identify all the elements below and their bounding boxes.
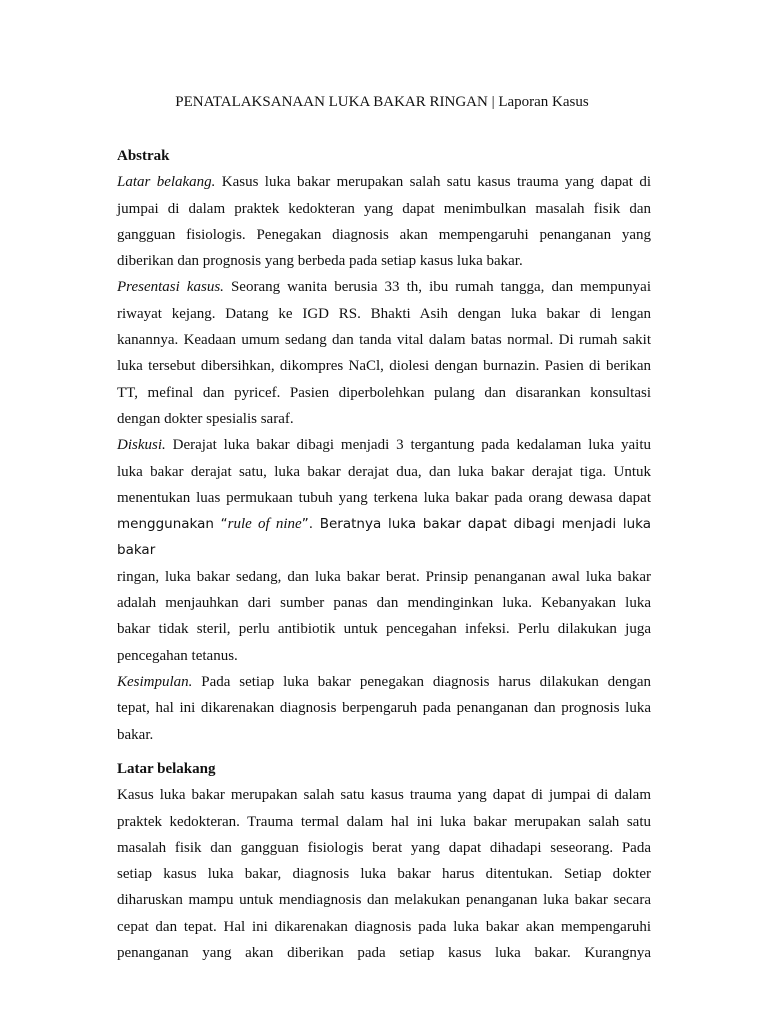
text-line: adalah menjauhkan dari sumber panas dan mendinginkan luka. Kebanyakan luka bbox=[117, 595, 651, 612]
text-line: jumpai di dalam praktek kedokteran yang dapat menimbulkan masalah fisik dan bbox=[117, 200, 651, 217]
presentasi-label: Presentasi kasus. bbox=[117, 279, 224, 296]
text-line: penanganan yang akan diberikan pada setiap kasus luka bakar. Kurangnya bbox=[117, 945, 651, 962]
text-line: pencegahan tetanus. bbox=[117, 647, 238, 664]
text-line: dengan dokter spesialis saraf. bbox=[117, 410, 294, 427]
document-title: PENATALAKSANAAN LUKA BAKAR RINGAN | Laporan Kasus bbox=[175, 94, 589, 110]
text-line: masalah fisik dan gangguan fisiologis berat yang dapat dihadapi seseorang. Pada bbox=[117, 839, 651, 856]
text-line: diberikan dan prognosis yang berbeda pada setiap kasus luka bakar. bbox=[117, 253, 523, 270]
text-line: praktek kedokteran. Trauma termal dalam hal ini luka bakar merupakan salah satu bbox=[117, 813, 651, 830]
abstract-section bbox=[117, 143, 651, 748]
text-line: luka tersebut dibersihkan, dikompres NaCl, diolesi dengan burnazin. Pasien di berikan bbox=[117, 358, 651, 375]
rule-of-nine-line bbox=[117, 511, 651, 564]
text-line: luka bakar derajat satu, luka bakar derajat dua, dan luka bakar derajat tiga. Untuk bbox=[117, 463, 651, 480]
text-fragment: ”. Beratnya luka bakar dapat dibagi menjadi luka bakar bbox=[117, 516, 651, 559]
text-line: bakar. bbox=[117, 726, 154, 743]
kesimpulan-label: Kesimpulan. bbox=[117, 673, 193, 690]
text-line: menentukan luas permukaan tubuh yang terkena luka bakar pada orang dewasa dapat bbox=[117, 489, 651, 506]
text-line: tepat, hal ini dikarenakan diagnosis berpengaruh pada penanganan dan prognosis luka bbox=[117, 700, 651, 717]
text-line: gangguan fisiologis. Penegakan diagnosis akan mempengaruhi penanganan yang bbox=[117, 226, 651, 243]
text-line: TT, mefinal dan pyricef. Pasien diperbolehkan pulang dan disarankan konsultasi bbox=[117, 384, 651, 401]
diskusi-label: Diskusi. bbox=[117, 437, 166, 454]
rule-of-nine-term: rule of nine bbox=[227, 516, 302, 533]
text-fragment: menggunakan “ bbox=[117, 516, 228, 533]
text-line: diharuskan mampu untuk mendiagnosis dan melakukan penanganan luka bakar secara bbox=[117, 892, 651, 909]
text-line: kanannya. Keadaan umum sedang dan tanda vital dalam batas normal. Di rumah sakit bbox=[117, 332, 651, 349]
latar-label: Latar belakang. bbox=[117, 174, 216, 191]
text-line: setiap kasus luka bakar, diagnosis luka bakar harus ditentukan. Setiap dokter bbox=[117, 866, 651, 883]
background-section bbox=[117, 756, 651, 966]
abstract-kesimpulan-paragraph bbox=[117, 669, 651, 748]
background-paragraph bbox=[117, 782, 651, 966]
text-line: ringan, luka bakar sedang, dan luka bakar berat. Prinsip penanganan awal luka bakar bbox=[117, 568, 651, 585]
abstract-latar-paragraph bbox=[117, 169, 651, 274]
text-line: riwayat kejang. Datang ke IGD RS. Bhakti Asih dengan luka bakar di lengan bbox=[117, 305, 651, 322]
text-line: Kasus luka bakar merupakan salah satu kasus trauma yang dapat di bbox=[215, 174, 651, 191]
text-line: Derajat luka bakar dibagi menjadi 3 tergantung pada kedalaman luka yaitu bbox=[165, 437, 651, 454]
text-line: Pada setiap luka bakar penegakan diagnosis harus dilakukan dengan bbox=[192, 673, 651, 690]
abstract-heading: Abstrak bbox=[117, 148, 170, 164]
abstract-presentasi-paragraph bbox=[117, 274, 651, 432]
text-line: Kasus luka bakar merupakan salah satu kasus trauma yang dapat di jumpai di dalam bbox=[117, 787, 651, 804]
text-line: Seorang wanita berusia 33 th, ibu rumah tangga, dan mempunyai bbox=[223, 279, 651, 296]
text-line: bakar tidak steril, perlu antibiotik untuk pencegahan infeksi. Perlu dilakukan juga bbox=[117, 621, 651, 638]
background-heading: Latar belakang bbox=[117, 761, 216, 777]
abstract-diskusi-paragraph bbox=[117, 432, 651, 669]
text-line: cepat dan tepat. Hal ini dikarenakan diagnosis pada luka bakar akan mempengaruhi bbox=[117, 918, 651, 935]
